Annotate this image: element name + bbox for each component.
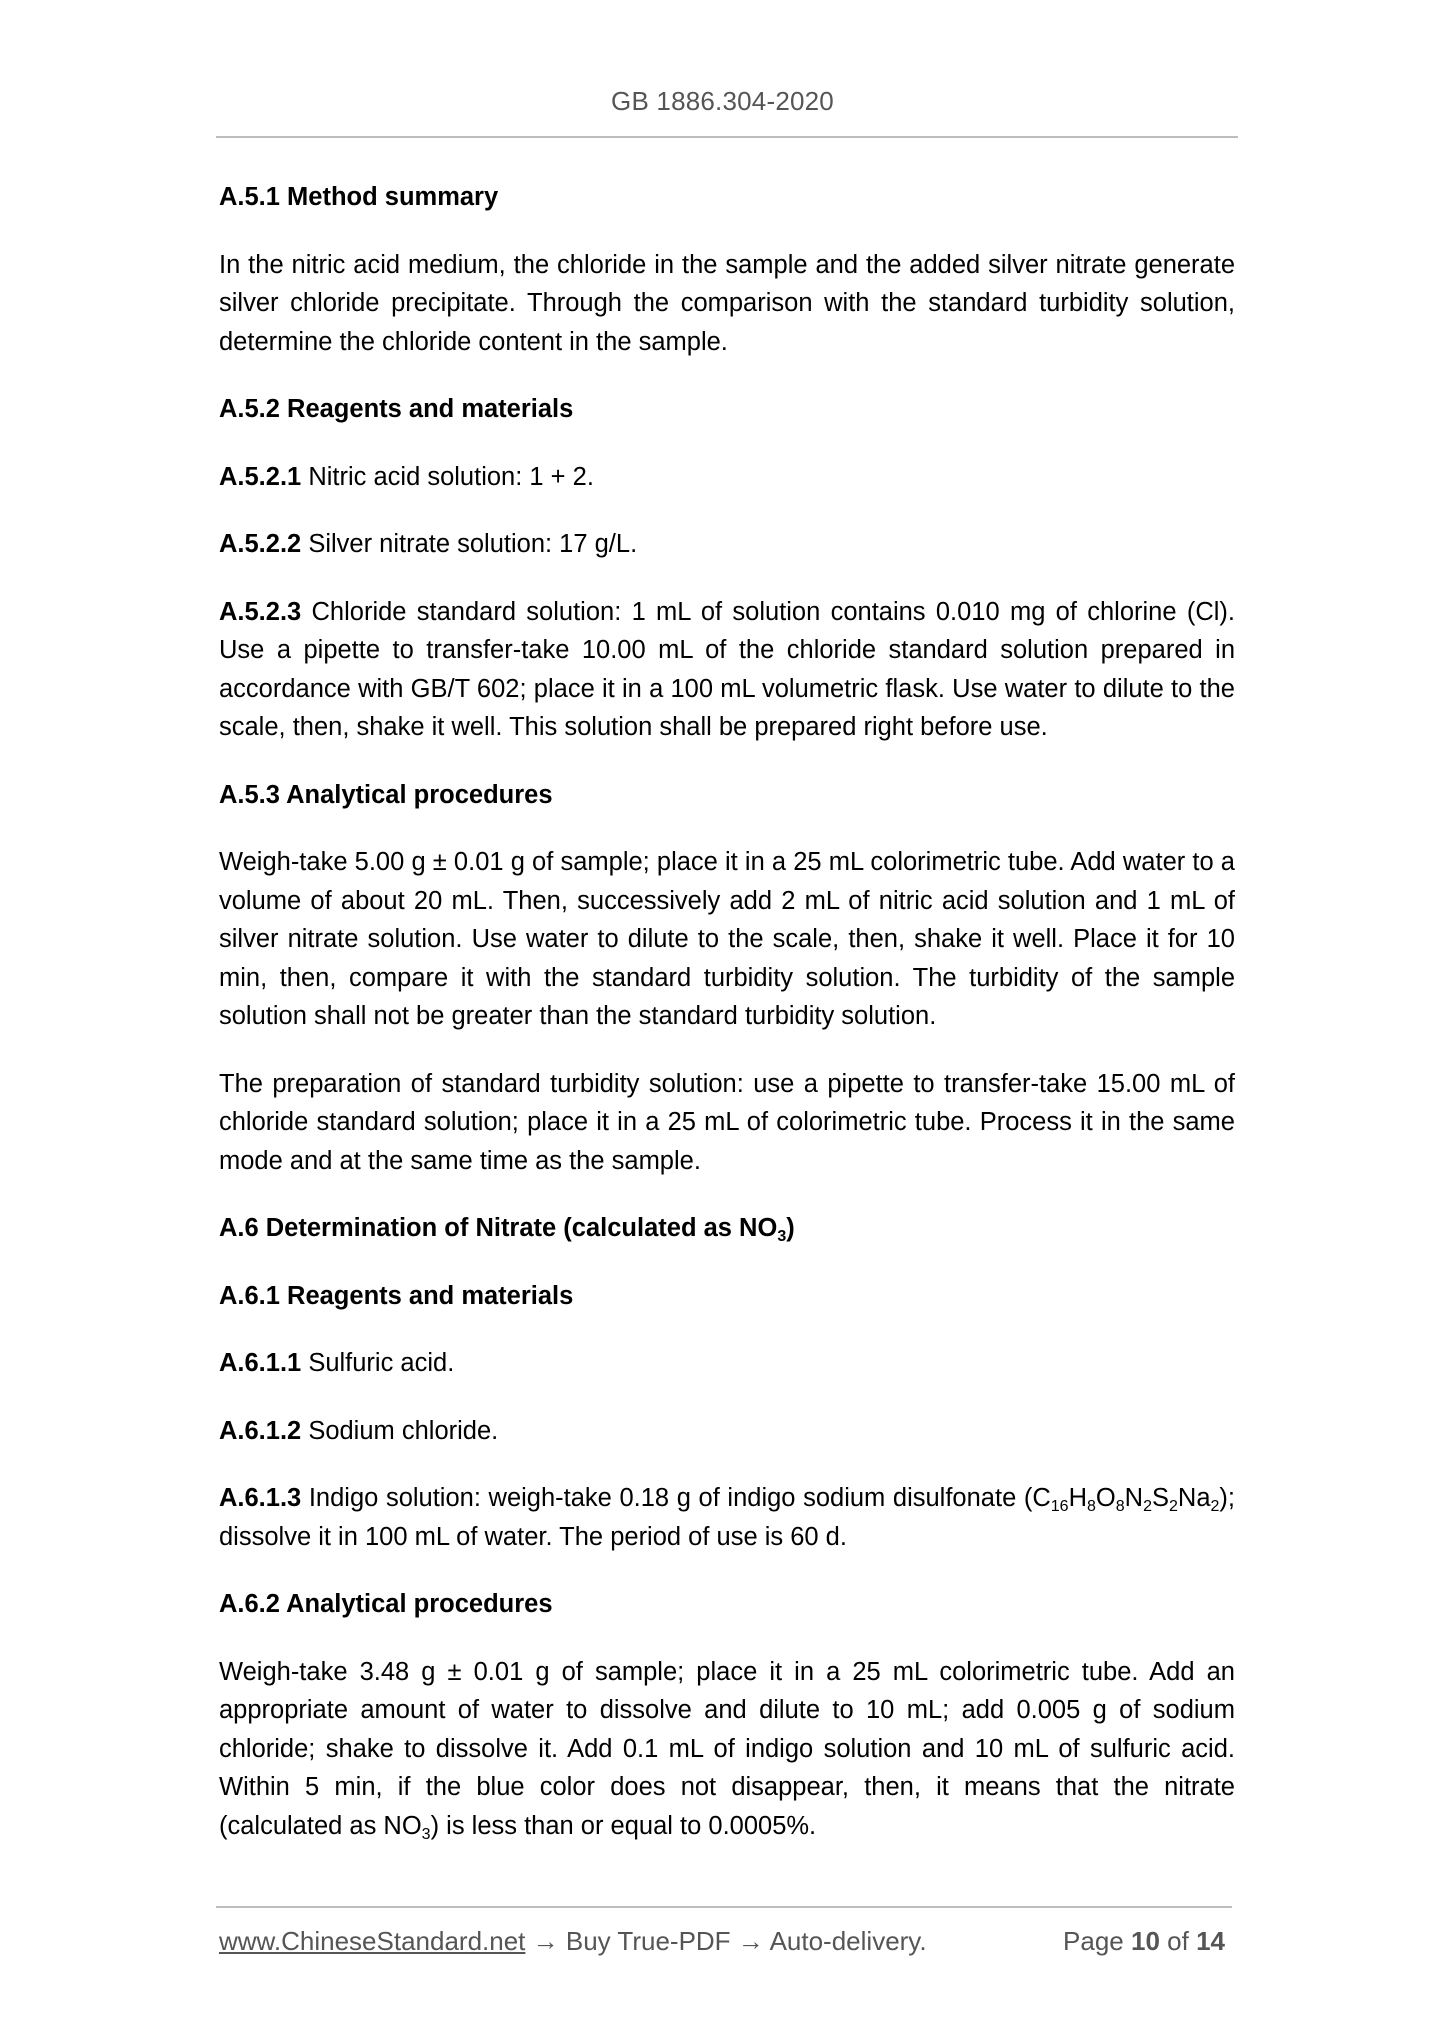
section-heading-a6	[219, 1209, 1235, 1248]
paragraph-a523	[219, 593, 1235, 747]
website-link[interactable]: www.ChineseStandard.net	[219, 1926, 526, 1956]
clause-text: Silver nitrate solution: 17 g/L.	[308, 530, 638, 558]
subscript: 2	[1210, 1498, 1220, 1515]
clause-text: Sodium chloride.	[308, 1416, 499, 1445]
clause-text-end: ); dissolve it in 100 mL of water. The period of use is 60 d.	[219, 1484, 1235, 1551]
page-current: 10	[1131, 1926, 1160, 1956]
header-divider	[216, 136, 1238, 138]
paragraph-text: Weigh-take 3.48 g ± 0.01 g of sample; place it in a 25 mL colorimetric tube. Add an appropriate amount of water to dissolve and dilute to 10 mL; add 0.005 g of sodium chloride; shake to dissolve it. Add 0.1 mL of indigo solution and 10 mL of sulfuric acid. Within 5 min, if the blue color does not disappear, then, it means that the nitrate (calculated as NO	[219, 1657, 1235, 1840]
clause-number: A.5.2.3	[219, 597, 302, 626]
page-total: 14	[1196, 1926, 1225, 1956]
clause-number: A.5.2.1	[219, 462, 302, 491]
paragraph-a522	[219, 525, 1235, 564]
subscript: 16	[1050, 1498, 1069, 1515]
page-of: of	[1167, 1926, 1189, 1956]
clause-number: A.6.1.3	[219, 1484, 302, 1512]
formula-element: N	[1124, 1484, 1144, 1512]
section-heading-a52: A.5.2 Reagents and materials	[219, 395, 574, 423]
document-body	[219, 178, 1235, 1874]
subscript: 2	[1169, 1498, 1178, 1515]
clause-text: Chloride standard solution: 1 mL of solution contains 0.010 mg of chlorine (Cl). Use a pipette to transfer-take 10.00 mL of the chloride standard solution prepared in accordance with GB/T 602; place it in a 100 mL volumetric flask. Use water to dilute to the scale, then, shake it well. This solution shall be prepared right before use.	[219, 597, 1235, 741]
clause-text: Sulfuric acid.	[308, 1349, 455, 1377]
paragraph-a521	[219, 458, 1235, 497]
paragraph-a612	[219, 1412, 1235, 1451]
formula-element: Na	[1177, 1484, 1211, 1512]
clause-number: A.6.1.2	[219, 1416, 302, 1445]
page-header-title: GB 1886.304-2020	[611, 86, 834, 116]
subscript: 2	[1143, 1498, 1152, 1515]
clause-number: A.5.2.2	[219, 530, 302, 558]
paragraph-a53-1: Weigh-take 5.00 g ± 0.01 g of sample; place it in a 25 mL colorimetric tube. Add water to a volume of about 20 mL. Then, successively add 2 mL of nitric acid solution and 1 mL of silver nitrate solution. Use water to dilute to the scale, then, shake it well. Place it for 10 min, then, compare it with the standard turbidity solution. The turbidity of the sample solution shall not be greater than the standard turbidity solution.	[219, 848, 1235, 1030]
paragraph-a62	[219, 1653, 1235, 1846]
subscript: 8	[1087, 1498, 1096, 1515]
footer-tagline: → Buy True-PDF → Auto-delivery.	[525, 1926, 927, 1956]
clause-number: A.6.1.1	[219, 1349, 302, 1377]
formula-element: O	[1095, 1484, 1116, 1512]
subscript: 3	[421, 1825, 431, 1843]
section-heading-a53: A.5.3 Analytical procedures	[219, 780, 553, 809]
page-number	[1063, 1926, 1225, 1957]
section-heading-a61: A.6.1 Reagents and materials	[219, 1281, 574, 1310]
paragraph-a53-2: The preparation of standard turbidity solution: use a pipette to transfer-take 15.00 mL of chloride standard solution; place it in a 25 mL of colorimetric tube. Process it in the same mode and at the same time as the sample.	[219, 1069, 1235, 1175]
clause-text: Indigo solution: weigh-take 0.18 g of indigo sodium disulfonate (C	[308, 1484, 1051, 1512]
subscript: 3	[777, 1228, 787, 1245]
section-heading-a51: A.5.1 Method summary	[219, 183, 499, 211]
section-heading-a62: A.6.2 Analytical procedures	[219, 1590, 553, 1618]
page-footer	[219, 1926, 1235, 1966]
footer-divider	[216, 1906, 1232, 1908]
paragraph-a611	[219, 1344, 1235, 1383]
heading-text-end: )	[786, 1214, 795, 1242]
subscript: 8	[1115, 1498, 1125, 1515]
heading-text: A.6 Determination of Nitrate (calculated as NO	[219, 1214, 778, 1242]
paragraph-text-end: ) is less than or equal to 0.0005%.	[430, 1811, 817, 1840]
page-label: Page	[1063, 1926, 1124, 1956]
footer-left	[219, 1926, 927, 1957]
formula-element: S	[1151, 1484, 1169, 1512]
formula-element: H	[1068, 1484, 1087, 1512]
paragraph-a51: In the nitric acid medium, the chloride in the sample and the added silver nitrate generate silver chloride precipitate. Through the comparison with the standard turbidity solution, determine the chloride content in the sample.	[219, 250, 1235, 356]
paragraph-a613	[219, 1479, 1235, 1556]
clause-text: Nitric acid solution: 1 + 2.	[308, 462, 594, 491]
